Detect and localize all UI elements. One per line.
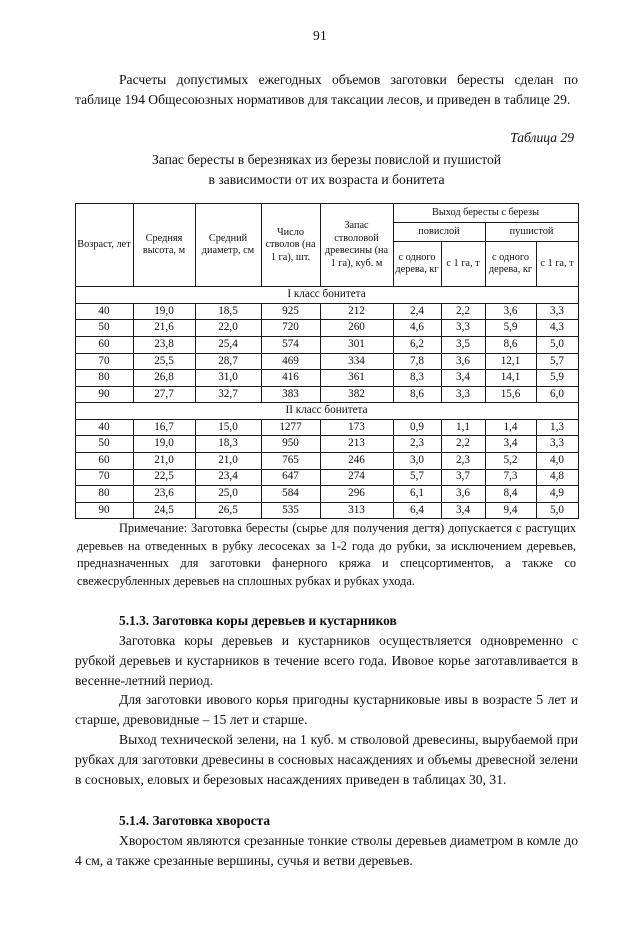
table-cell-1: 16,7 <box>133 419 195 436</box>
header-subgroup-pendula: повислой <box>393 223 485 242</box>
section-514-paragraph-1: Хворостом являются срезанные тонкие стволы деревьев диаметром в комле до 4 см, а также срезанные вершины, сучья и ветви деревьев. <box>75 832 578 868</box>
table-cell-7: 8,4 <box>485 486 536 503</box>
table-cell-1: 21,0 <box>133 452 195 469</box>
table-title-line-2: в зависимости от их возраста и бонитета <box>208 171 445 187</box>
table-cell-7: 1,4 <box>485 419 536 436</box>
table-cell-1: 19,0 <box>133 436 195 453</box>
table-cell-8: 5,9 <box>536 370 578 387</box>
table-cell-4: 334 <box>320 353 393 370</box>
table-cell-1: 22,5 <box>133 469 195 486</box>
header-age: Возраст, лет <box>75 204 133 287</box>
table-cell-5: 4,6 <box>393 320 441 337</box>
table-cell-5: 2,4 <box>393 303 441 320</box>
table-row <box>75 353 578 370</box>
table-cell-3: 765 <box>261 452 320 469</box>
table-cell-2: 18,5 <box>195 303 261 320</box>
table-note: Примечание: Заготовка бересты (сырье для получения дегтя) допускается с растущих деревьев на отведенных в рубку лесосеках за 1-2 года до рубки, за исключением деревьев, предназначенных для заготовки фанерного кряжа и спецсортиментов, а также со свежесрубленных деревьев на сплошных рубках и рубках ухода. <box>77 521 576 588</box>
table-cell-5: 6,1 <box>393 486 441 503</box>
table-cell-4: 212 <box>320 303 393 320</box>
table-cell-4: 246 <box>320 452 393 469</box>
table-cell-1: 25,5 <box>133 353 195 370</box>
table-cell-3: 584 <box>261 486 320 503</box>
header-wood-stock: Запас стволовой древесины (на 1 га), куб. м <box>320 204 393 287</box>
table-cell-6: 3,6 <box>441 353 485 370</box>
intro-paragraph: Расчеты допустимых ежегодных объемов заготовки бересты сделан по таблице 194 Общесоюзных нормативов для таксации лесов, и приведен в таблице 29. <box>75 72 578 107</box>
table-body <box>75 287 578 519</box>
table-cell-3: 469 <box>261 353 320 370</box>
birch-bark-stock-table <box>75 203 579 519</box>
table-cell-4: 260 <box>320 320 393 337</box>
table-row <box>75 303 578 320</box>
table-cell-6: 3,7 <box>441 469 485 486</box>
table-cell-0: 90 <box>75 502 133 519</box>
table-cell-0: 40 <box>75 419 133 436</box>
header-pubescens-per-ha: с 1 га, т <box>536 242 578 287</box>
table-cell-5: 0,9 <box>393 419 441 436</box>
document-page <box>0 28 640 933</box>
table-cell-0: 60 <box>75 452 133 469</box>
header-average-diameter: Средний диаметр, см <box>195 204 261 287</box>
table-cell-7: 14,1 <box>485 370 536 387</box>
table-cell-0: 80 <box>75 370 133 387</box>
table-cell-6: 3,3 <box>441 320 485 337</box>
table-cell-7: 9,4 <box>485 502 536 519</box>
section-513-paragraph-2: Для заготовки ивового корья пригодны кустарниковые ивы в возрасте 5 лет и старше, древовидные – 15 лет и старше. <box>75 692 578 728</box>
section-513-paragraph-1: Заготовка коры деревьев и кустарников осуществляется одновременно с рубкой деревьев и кустарников в течение всего года. Ивовое корье заготавливается в весенне-летний период. <box>75 632 578 688</box>
table-cell-4: 296 <box>320 486 393 503</box>
class-divider-row <box>75 403 578 420</box>
table-cell-6: 1,1 <box>441 419 485 436</box>
table-cell-5: 5,7 <box>393 469 441 486</box>
table-cell-5: 6,2 <box>393 337 441 354</box>
table-cell-2: 25,4 <box>195 337 261 354</box>
table-cell-1: 23,8 <box>133 337 195 354</box>
table-cell-1: 19,0 <box>133 303 195 320</box>
table-cell-0: 40 <box>75 303 133 320</box>
table-cell-8: 3,3 <box>536 436 578 453</box>
table-cell-8: 4,9 <box>536 486 578 503</box>
table-cell-1: 23,6 <box>133 486 195 503</box>
table-cell-4: 361 <box>320 370 393 387</box>
section-heading-5-1-4: 5.1.4. Заготовка хвороста <box>119 813 271 829</box>
class-1-label: I класс бонитета <box>75 287 578 304</box>
table-row <box>75 370 578 387</box>
table-cell-6: 3,6 <box>441 486 485 503</box>
table-cell-8: 1,3 <box>536 419 578 436</box>
table-cell-5: 6,4 <box>393 502 441 519</box>
table-row <box>75 452 578 469</box>
table-cell-5: 8,3 <box>393 370 441 387</box>
table-cell-6: 2,2 <box>441 436 485 453</box>
table-cell-6: 2,2 <box>441 303 485 320</box>
table-cell-4: 173 <box>320 419 393 436</box>
table-cell-3: 1277 <box>261 419 320 436</box>
table-cell-7: 15,6 <box>485 386 536 403</box>
table-row <box>75 337 578 354</box>
table-cell-2: 31,0 <box>195 370 261 387</box>
table-cell-2: 26,5 <box>195 502 261 519</box>
page-content <box>0 70 640 871</box>
table-cell-0: 70 <box>75 353 133 370</box>
table-cell-6: 3,4 <box>441 370 485 387</box>
table-cell-4: 301 <box>320 337 393 354</box>
table-cell-7: 5,2 <box>485 452 536 469</box>
table-cell-3: 925 <box>261 303 320 320</box>
table-cell-2: 25,0 <box>195 486 261 503</box>
table-cell-7: 8,6 <box>485 337 536 354</box>
table-cell-3: 647 <box>261 469 320 486</box>
table-row <box>75 386 578 403</box>
header-pubescens-per-tree: с одного дерева, кг <box>485 242 536 287</box>
table-cell-0: 60 <box>75 337 133 354</box>
table-cell-4: 382 <box>320 386 393 403</box>
header-group-bark-yield: Выход бересты с березы <box>393 204 578 223</box>
table-cell-3: 574 <box>261 337 320 354</box>
table-cell-6: 2,3 <box>441 452 485 469</box>
table-cell-1: 26,8 <box>133 370 195 387</box>
header-trunk-count: Число стволов (на 1 га), шт. <box>261 204 320 287</box>
table-cell-2: 28,7 <box>195 353 261 370</box>
table-cell-0: 50 <box>75 320 133 337</box>
table-cell-5: 2,3 <box>393 436 441 453</box>
table-cell-1: 24,5 <box>133 502 195 519</box>
table-row <box>75 486 578 503</box>
header-pendula-per-tree: с одного дерева, кг <box>393 242 441 287</box>
table-cell-3: 383 <box>261 386 320 403</box>
table-cell-8: 4,0 <box>536 452 578 469</box>
table-cell-6: 3,4 <box>441 502 485 519</box>
header-average-height: Средняя высота, м <box>133 204 195 287</box>
table-cell-0: 70 <box>75 469 133 486</box>
table-cell-5: 8,6 <box>393 386 441 403</box>
table-cell-4: 313 <box>320 502 393 519</box>
table-cell-8: 3,3 <box>536 303 578 320</box>
table-cell-8: 5,0 <box>536 502 578 519</box>
table-title-line-1: Запас бересты в березняках из березы повислой и пушистой <box>151 151 502 167</box>
page-number: 91 <box>312 28 328 43</box>
table-cell-2: 21,0 <box>195 452 261 469</box>
table-row <box>75 419 578 436</box>
table-cell-2: 15,0 <box>195 419 261 436</box>
header-subgroup-pubescens: пушистой <box>485 223 578 242</box>
table-cell-2: 32,7 <box>195 386 261 403</box>
section-513-paragraph-3: Выход технической зелени, на 1 куб. м стволовой древесины, вырубаемой при рубках для заготовки древесины в сосновых насаждениях и объемы древесной зелени в сосновых, еловых и березовых насаждениях приведен в таблицах 30, 31. <box>75 732 578 788</box>
table-cell-8: 4,3 <box>536 320 578 337</box>
table-cell-3: 720 <box>261 320 320 337</box>
table-cell-0: 80 <box>75 486 133 503</box>
table-header-row-1 <box>75 204 578 223</box>
table-cell-1: 21,6 <box>133 320 195 337</box>
table-title <box>75 150 578 189</box>
table-cell-6: 3,5 <box>441 337 485 354</box>
table-cell-2: 18,3 <box>195 436 261 453</box>
table-cell-2: 22,0 <box>195 320 261 337</box>
table-cell-3: 535 <box>261 502 320 519</box>
table-cell-8: 5,0 <box>536 337 578 354</box>
table-cell-3: 416 <box>261 370 320 387</box>
table-cell-0: 50 <box>75 436 133 453</box>
table-cell-8: 6,0 <box>536 386 578 403</box>
table-cell-0: 90 <box>75 386 133 403</box>
table-caption-number: Таблица 29 <box>510 129 574 145</box>
table-cell-4: 274 <box>320 469 393 486</box>
table-cell-5: 7,8 <box>393 353 441 370</box>
table-cell-7: 12,1 <box>485 353 536 370</box>
table-cell-5: 3,0 <box>393 452 441 469</box>
table-cell-1: 27,7 <box>133 386 195 403</box>
class-2-label: II класс бонитета <box>75 403 578 420</box>
table-row <box>75 469 578 486</box>
table-cell-3: 950 <box>261 436 320 453</box>
table-row <box>75 502 578 519</box>
table-cell-7: 7,3 <box>485 469 536 486</box>
table-cell-8: 4,8 <box>536 469 578 486</box>
table-cell-7: 3,6 <box>485 303 536 320</box>
table-row <box>75 320 578 337</box>
section-heading-5-1-3: 5.1.3. Заготовка коры деревьев и кустарников <box>119 613 397 629</box>
table-cell-8: 5,7 <box>536 353 578 370</box>
table-row <box>75 436 578 453</box>
header-pendula-per-ha: с 1 га, т <box>441 242 485 287</box>
table-cell-4: 213 <box>320 436 393 453</box>
table-cell-7: 3,4 <box>485 436 536 453</box>
table-cell-6: 3,3 <box>441 386 485 403</box>
table-cell-7: 5,9 <box>485 320 536 337</box>
class-divider-row <box>75 287 578 304</box>
table-cell-2: 23,4 <box>195 469 261 486</box>
